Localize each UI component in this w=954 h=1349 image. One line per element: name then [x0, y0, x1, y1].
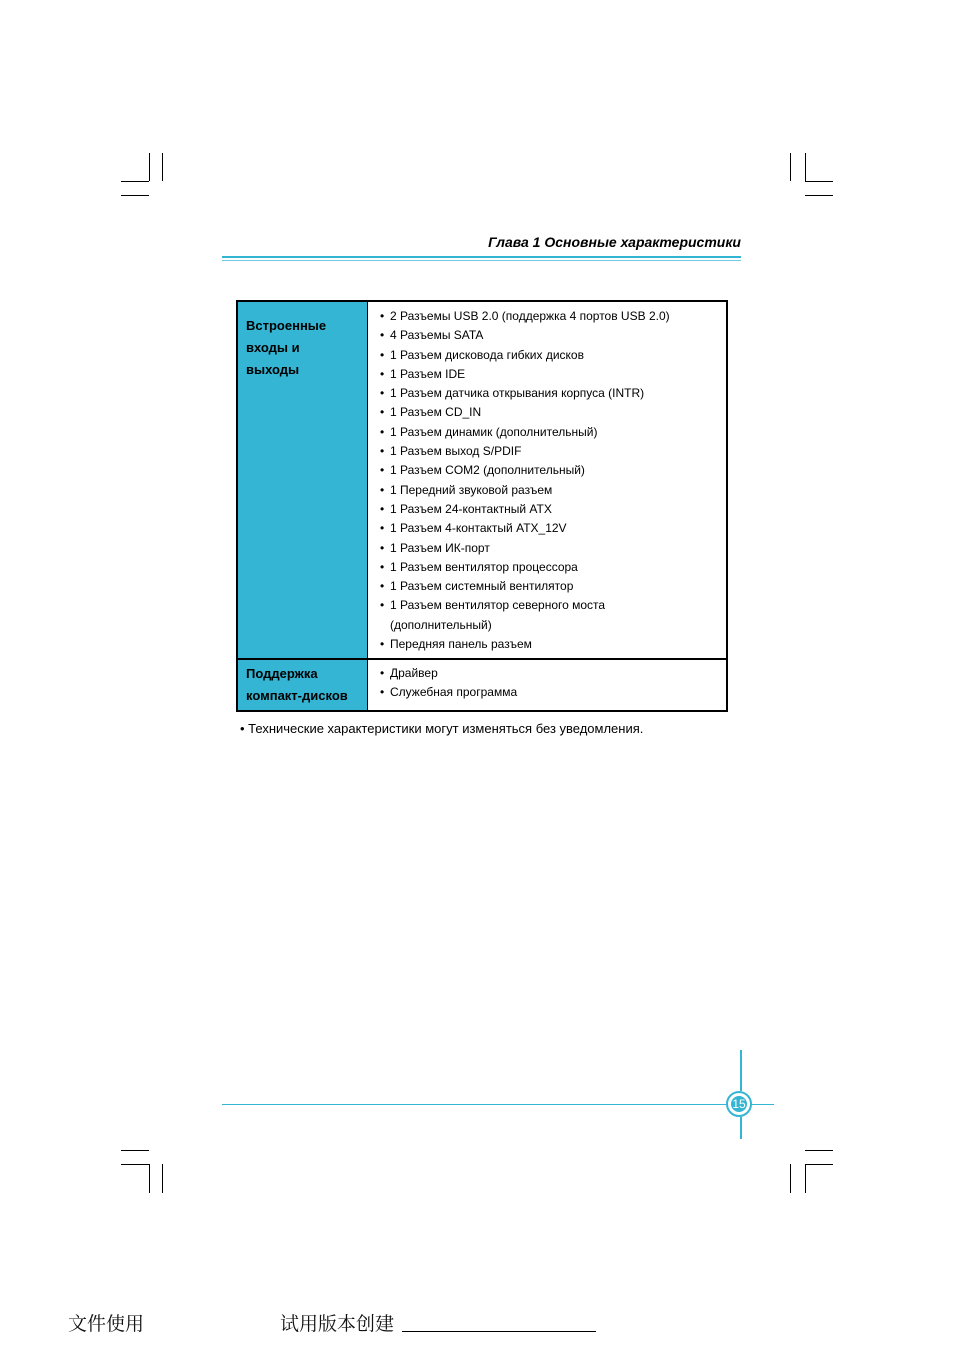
list-item: • 1 Разъем CD_IN: [380, 405, 482, 420]
watermark-left: 文件使用: [68, 1313, 145, 1335]
list-item: • 1 Разъем COM2 (дополнительный): [380, 463, 585, 478]
chapter-title: Глава 1 Основные характеристики: [488, 234, 741, 250]
page-number: 15: [732, 1097, 746, 1111]
list-item: • 1 Разъем вентилятор северного моста: [380, 598, 606, 613]
list-item: • 1 Разъем датчика открывания корпуса (INTR): [380, 386, 645, 401]
list-item: • 1 Разъем дисковода гибких дисков: [380, 347, 584, 362]
row-items: [369, 660, 726, 710]
page-number-badge: [726, 1091, 752, 1117]
list-item: • Драйвер: [380, 666, 438, 680]
watermark-underline: [402, 1331, 596, 1332]
footer-rule: [222, 1104, 774, 1105]
page-marker-line-bottom: [740, 1117, 742, 1139]
list-item: • 1 Разъем IDE: [380, 366, 466, 381]
list-item: • 1 Разъем динамик (дополнительный): [380, 424, 598, 439]
list-item: • 1 Разъем ИК-порт: [380, 540, 490, 555]
list-item: • 1 Разъем системный вентилятор: [380, 579, 574, 594]
watermark-right: 试用版本创建: [280, 1313, 395, 1335]
page-marker-line-top: [740, 1050, 742, 1091]
list-item: • 1 Разъем выход S/PDIF: [380, 444, 522, 459]
list-item: • 1 Передний звуковой разъем: [380, 482, 553, 497]
list-item: • 1 Разъем вентилятор процессора: [380, 559, 578, 574]
list-item: • 1 Разъем 4-контактый ATX_12V: [380, 521, 567, 536]
spec-note: • Технические характеристики могут изменяться без уведомления.: [240, 721, 644, 736]
row-items: [369, 302, 726, 658]
list-item-continuation: (дополнительный): [390, 617, 492, 632]
row-label: Поддержка компакт-дисков: [238, 660, 368, 710]
list-item: • Служебная программа: [380, 685, 518, 700]
row-label: Встроенные входы и выходы: [238, 302, 368, 658]
table-row-cd: [238, 660, 726, 710]
spec-table: [236, 300, 728, 712]
table-row-io: [238, 302, 726, 660]
list-item: • 1 Разъем 24-контактный ATX: [380, 501, 552, 516]
list-item: • 2 Разъемы USB 2.0 (поддержка 4 портов USB 2.0): [380, 309, 670, 323]
list-item: • 4 Разъемы SATA: [380, 328, 484, 343]
list-item: • Передняя панель разъем: [380, 637, 532, 652]
